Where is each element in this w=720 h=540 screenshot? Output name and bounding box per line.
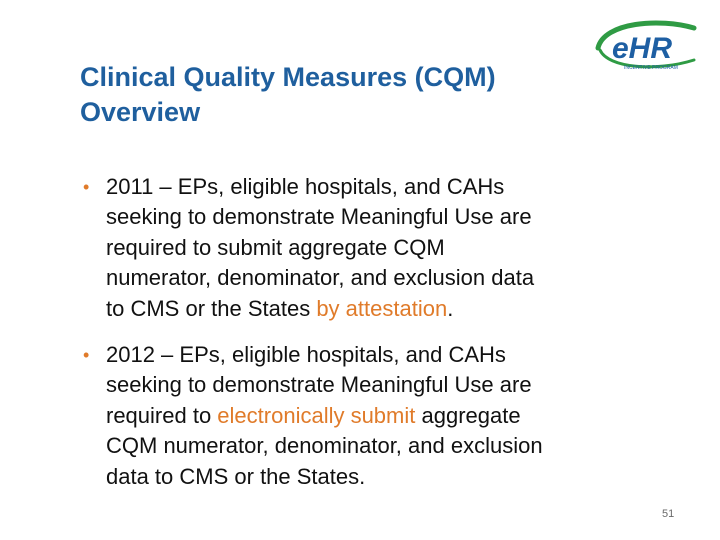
text: aggregate — [415, 402, 521, 428]
bullet-line: CQM numerator, denominator, and exclusion — [106, 433, 543, 459]
bullet-line: seeking to demonstrate Meaningful Use are — [106, 372, 532, 398]
text: to CMS or the States — [106, 295, 317, 321]
highlight-by-attestation: by attestation — [316, 295, 448, 321]
bullet-line — [106, 294, 680, 324]
bullet-2012 — [80, 340, 680, 492]
title-line-1: Clinical Quality Measures (CQM) — [80, 62, 496, 92]
bullet-list — [80, 172, 680, 492]
title-line-2: Overview — [80, 97, 201, 127]
bullet-line: 2011 – EPs, eligible hospitals, and CAHs — [106, 174, 505, 199]
text: . — [447, 295, 454, 321]
bullet-dot-icon: • — [83, 177, 90, 197]
bullet-line: seeking to demonstrate Meaningful Use are — [106, 204, 532, 230]
bullet-line: data to CMS or the States. — [106, 463, 366, 489]
logo-letters: eHR — [612, 32, 673, 65]
bullet-line: required to submit aggregate CQM — [106, 234, 445, 260]
bullet-dot-icon: • — [83, 345, 90, 366]
bullet-line: numerator, denominator, and exclusion data — [106, 265, 535, 291]
logo-tagline: INCENTIVE PROGRAM — [624, 65, 678, 71]
bullet-2011 — [80, 172, 680, 324]
bullet-line: 2012 – EPs, eligible hospitals, and CAHs — [106, 342, 506, 368]
text: required to — [106, 402, 218, 428]
highlight-electronically-submit: electronically submit — [217, 402, 416, 428]
page-number: 51 — [662, 508, 675, 520]
slide-title — [80, 60, 640, 130]
bullet-line — [106, 401, 680, 431]
